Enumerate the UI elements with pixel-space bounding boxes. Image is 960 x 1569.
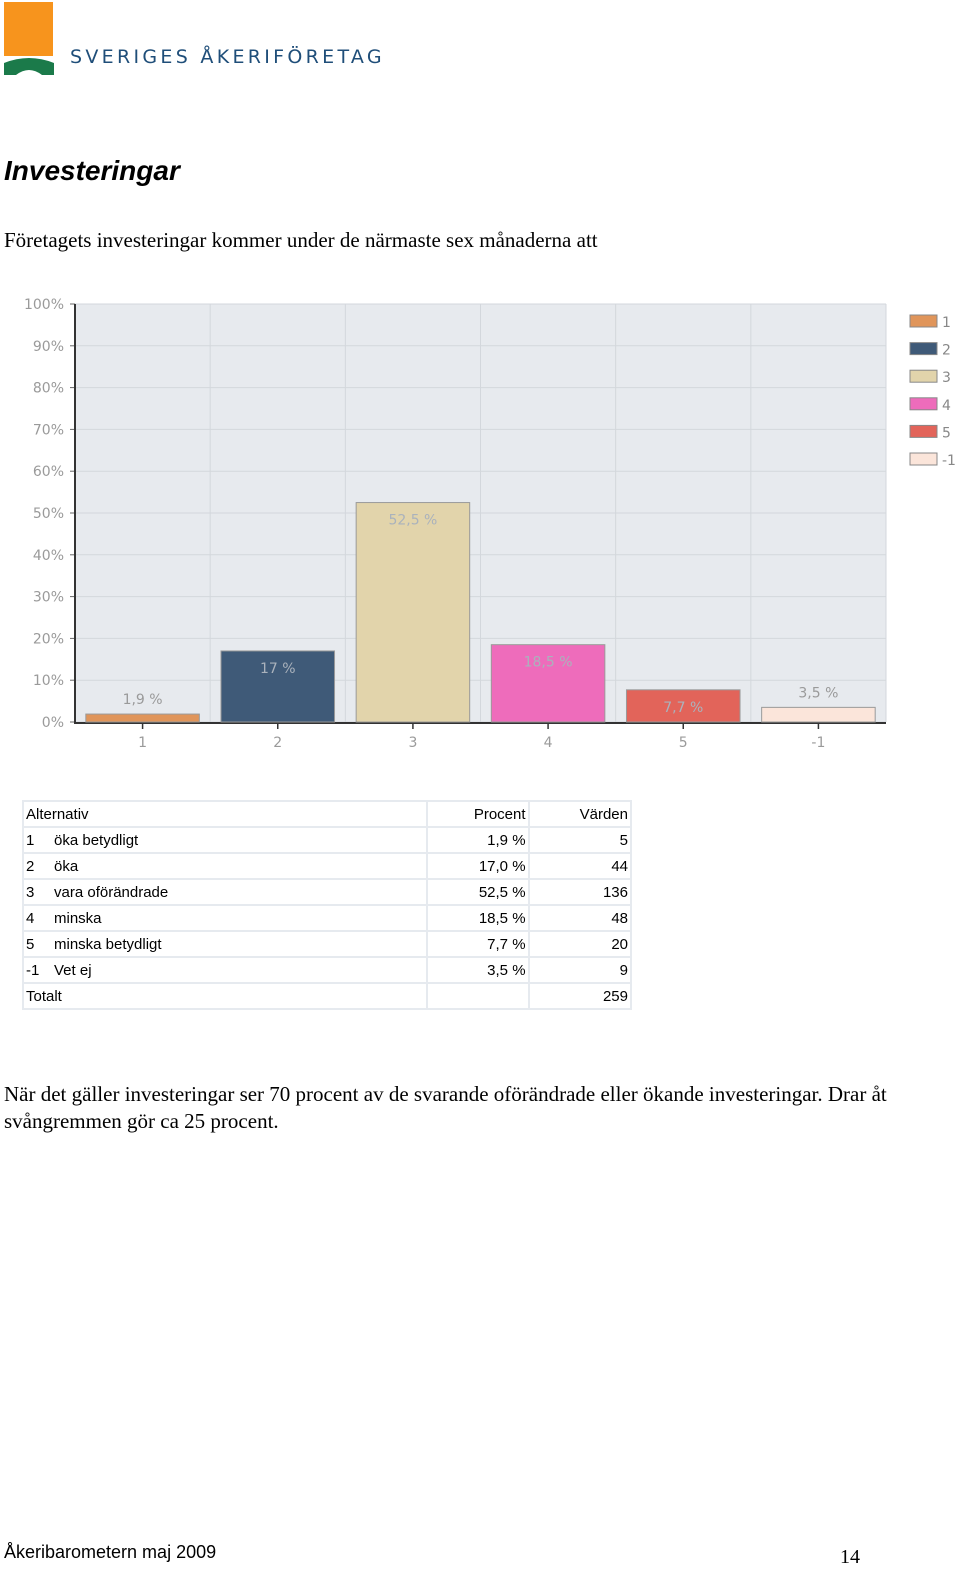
y-tick-label: 100%: [23, 297, 64, 313]
x-tick-label: 3: [408, 735, 418, 751]
legend-swatch: [910, 453, 937, 465]
row-percent: 1,9 %: [427, 827, 528, 853]
row-number: 1: [26, 831, 35, 849]
row-percent: 18,5 %: [427, 905, 528, 931]
header-alternative: Alternativ: [23, 801, 427, 827]
bar-value-label: 7,7 %: [663, 699, 704, 716]
row-number: 5: [26, 935, 35, 953]
y-tick-label: 40%: [32, 547, 64, 564]
header-percent: Procent: [427, 801, 528, 827]
row-value: 48: [529, 905, 631, 931]
row-number: 3: [26, 883, 35, 901]
y-tick-label: 70%: [32, 422, 64, 439]
footer-publication: Åkeribarometern maj 2009: [4, 1542, 217, 1562]
y-tick-label: 20%: [32, 631, 64, 648]
legend-swatch: [910, 425, 937, 437]
legend-label: 4: [942, 397, 951, 414]
y-tick-label: 90%: [32, 338, 64, 355]
results-table: [22, 800, 632, 1010]
row-value: 136: [529, 879, 631, 905]
bar: [356, 503, 470, 722]
row-label: vara oförändrade: [54, 883, 169, 901]
logo: [4, 2, 385, 76]
y-tick-label: 50%: [32, 506, 64, 522]
y-tick-label: 10%: [32, 673, 64, 690]
row-value: 20: [529, 931, 631, 957]
row-value: 44: [529, 853, 631, 879]
legend-label: 2: [942, 342, 951, 359]
x-tick-label: 4: [543, 735, 553, 751]
bar-value-label: 17 %: [259, 660, 296, 677]
table-row: [23, 853, 631, 879]
org-name: SVERIGES ÅKERIFÖRETAG: [70, 46, 385, 68]
bar-value-label: 1,9 %: [122, 692, 163, 709]
row-percent: 17,0 %: [427, 853, 528, 879]
conclusion-text: När det gäller investeringar ser 70 procent av de svarande oförändrade eller ökande investeringar. Drar åt svångremmen gör ca 25 procent.: [4, 1082, 887, 1133]
bar-value-label: 18,5 %: [523, 654, 573, 671]
bar-value-label: 3,5 %: [798, 685, 839, 702]
x-tick-label: 2: [273, 735, 283, 751]
y-tick-label: 80%: [32, 380, 64, 397]
total-label: Totalt: [23, 983, 427, 1009]
table-row: [23, 827, 631, 853]
row-label: minska betydligt: [54, 935, 162, 953]
y-tick-label: 0%: [41, 715, 64, 731]
row-number: 2: [26, 857, 35, 875]
y-tick-label: 60%: [32, 464, 64, 481]
total-value: 259: [529, 983, 631, 1009]
survey-question: Företagets investeringar kommer under de närmaste sex månaderna att: [4, 228, 598, 252]
legend-swatch: [910, 315, 937, 327]
legend-label: 5: [942, 425, 951, 442]
legend-label: -1: [942, 453, 956, 469]
row-value: 9: [529, 957, 631, 983]
legend-label: 1: [942, 315, 951, 331]
table-row: [23, 931, 631, 957]
row-value: 5: [529, 827, 631, 853]
row-percent: 3,5 %: [427, 957, 528, 983]
bar: [762, 707, 876, 722]
table-row: [23, 905, 631, 931]
row-label: öka betydligt: [54, 831, 139, 849]
row-label: Vet ej: [54, 961, 92, 979]
row-label: öka: [54, 857, 79, 875]
row-percent: 52,5 %: [427, 879, 528, 905]
table-total-row: [23, 983, 631, 1009]
page-number: 14: [840, 1546, 860, 1568]
row-percent: 7,7 %: [427, 931, 528, 957]
section-title: Investeringar: [4, 155, 180, 186]
total-percent: [427, 983, 528, 1009]
row-number: -1: [26, 961, 40, 979]
row-number: 4: [26, 909, 35, 927]
x-tick-label: -1: [811, 735, 826, 751]
legend-swatch: [910, 343, 937, 355]
legend-swatch: [910, 398, 937, 410]
row-label: minska: [54, 909, 102, 927]
bar-chart: [0, 288, 960, 758]
bar-value-label: 52,5 %: [388, 512, 438, 529]
table-header-row: [23, 801, 631, 827]
bar: [86, 714, 200, 722]
logo-square-mark: [4, 2, 53, 56]
y-tick-label: 30%: [32, 589, 64, 606]
legend-label: 3: [942, 370, 951, 387]
header-values: Värden: [529, 801, 631, 827]
legend-swatch: [910, 370, 937, 382]
x-tick-label: 5: [678, 735, 688, 751]
x-tick-label: 1: [138, 735, 148, 751]
logo-swoosh-mark: [4, 57, 54, 75]
table-row: [23, 879, 631, 905]
table-row: [23, 957, 631, 983]
